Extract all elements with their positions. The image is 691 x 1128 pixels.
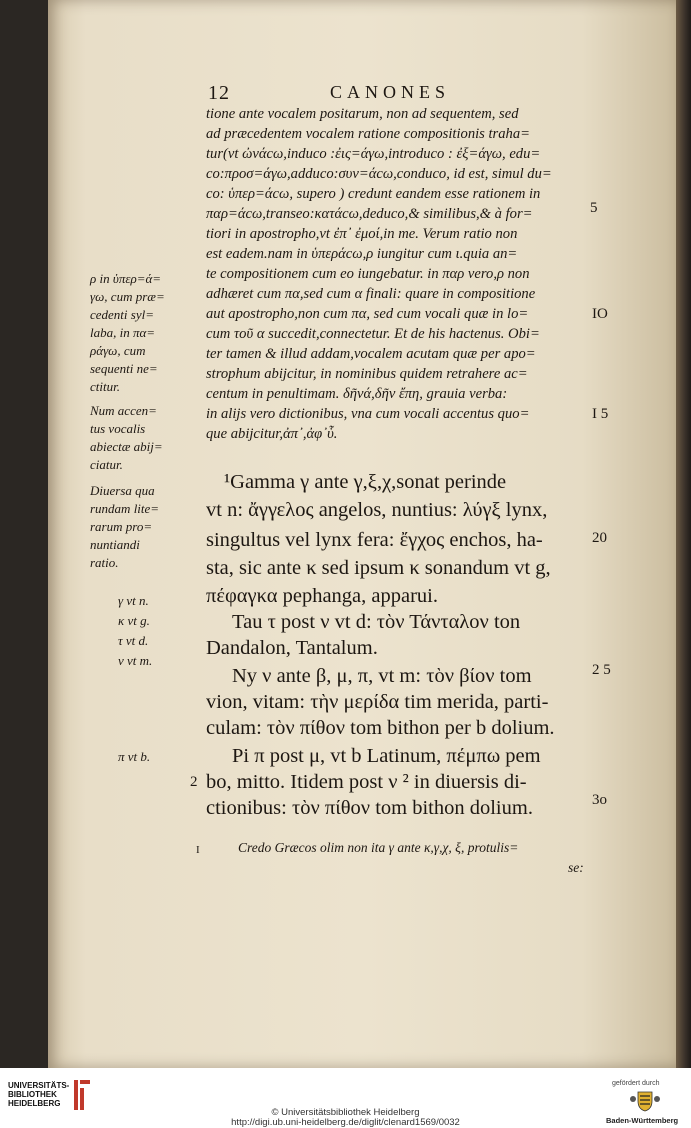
library-name: UNIVERSITÄTS- BIBLIOTHEK HEIDELBERG — [8, 1081, 70, 1108]
text-line: cum τοῦ α succedit,connectetur. Et de his hactenus. Obi= — [206, 326, 540, 342]
margin-note: ράγω, cum — [90, 343, 146, 358]
footnote-marker: I — [196, 844, 200, 856]
text-line: est eadem.nam in ὑπεράcω,ρ iungitur cum ι.quia an= — [206, 246, 518, 262]
line-number: 20 — [592, 530, 607, 546]
margin-note: ρ in ὑπερ=ά= — [90, 271, 162, 286]
margin-note: ctitur. — [90, 379, 120, 394]
margin-note: rundam lite= — [90, 501, 160, 516]
text-line: ¹Gamma γ ante γ,ξ,χ,sonat perinde — [224, 471, 507, 493]
text-line: adhæret cum πα,sed cum α finali: quare in compositione — [206, 286, 536, 302]
margin-note: π vt b. — [118, 749, 151, 764]
margin-note: cedenti syl= — [90, 307, 154, 322]
text-line: Dandalon, Tantalum. — [206, 637, 378, 659]
library-logo-icon — [70, 1078, 92, 1112]
copyright-text: © Universitätsbibliothek Heidelberg — [271, 1107, 420, 1118]
text-line: vt n: ἄγγελος angelos, nuntius: λύγξ lynx, — [206, 499, 548, 521]
margin-note: τ vt d. — [118, 633, 149, 648]
source-url[interactable]: http://digi.ub.uni-heidelberg.de/diglit/clenard1569/0032 — [231, 1117, 460, 1128]
footnote-reference: 2 — [190, 774, 198, 790]
text-line: strophum abijcitur, in nominibus quidem retrahere ac= — [206, 366, 528, 382]
text-line: tur(vt ὠνάcω,induco :ἐις=άγω,introduco : ἐξ=άγω, edu= — [206, 146, 541, 162]
coat-of-arms-icon — [628, 1090, 662, 1112]
text-line: bo, mitto. Itidem post ν ² in diuersis di- — [206, 771, 527, 793]
line-number: 3o — [592, 792, 607, 808]
text-line: culam: τὸν πίθον tom bithon per b dolium. — [206, 717, 555, 739]
text-line: Tau τ post ν vt d: τὸν Τάνταλον ton — [232, 611, 521, 633]
text-line: sta, sic ante κ sed ipsum κ sonandum vt g, — [206, 557, 551, 579]
text-line: co:προσ=άγω,adduco:συν=άcω,conduco, id est, simul du= — [206, 166, 552, 182]
text-line: centum in penultimam. δῆνά,δῆν ἔπη, grauia verba: — [206, 386, 508, 402]
line-number: IO — [592, 306, 608, 322]
book-gutter — [676, 0, 691, 1068]
margin-note: sequenti ne= — [90, 361, 158, 376]
funder-name: Baden-Württemberg — [606, 1116, 679, 1125]
text-line: ad præcedentem vocalem ratione compositionis traha= — [206, 126, 530, 142]
text-line: aut apostropho,non cum πα, sed cum vocali quæ in lo= — [206, 306, 529, 322]
text-line: que abijcitur,ἀπ᾽,ἀφ᾽ὗ. — [206, 426, 338, 442]
margin-note: ciatur. — [90, 457, 123, 472]
text-line: Ny ν ante β, μ, π, vt m: τὸν βίον tom — [232, 665, 532, 687]
text-line: co: ὑπερ=άcω, supero ) credunt eandem esse rationem in — [206, 186, 541, 202]
margin-note: abiectæ abij= — [90, 439, 163, 454]
line-number: 2 5 — [592, 662, 611, 678]
text-line: ter tamen & illud addam,vocalem acutam quæ per apo= — [206, 346, 536, 362]
margin-note: κ vt g. — [118, 613, 150, 628]
margin-note: laba, in πα= — [90, 325, 156, 340]
text-line: tiori in apostropho,vt ἐπ᾽ ἐμοί,in me. Verum ratio non — [206, 226, 518, 242]
line-number: I 5 — [592, 406, 609, 422]
text-line: singultus vel lynx fera: ἔγχος enchos, ha- — [206, 529, 543, 551]
margin-note: Num accen= — [90, 403, 157, 418]
margin-note: tus vocalis — [90, 421, 146, 436]
margin-note: γω, cum præ= — [90, 289, 165, 304]
margin-note: ν vt m. — [118, 653, 153, 668]
running-title: CANONES — [330, 82, 451, 102]
copyright-block — [0, 1108, 691, 1128]
footnote-continuation: se: — [568, 860, 584, 875]
line-number: 5 — [590, 200, 598, 216]
text-line: παρ=άcω,transeo:κατάcω,deduco,& similibus,& à for= — [206, 206, 533, 222]
margin-note: γ vt n. — [118, 593, 149, 608]
text-line: Pi π post μ, vt b Latinum, πέμπω pem — [232, 745, 541, 767]
text-line: tione ante vocalem positarum, non ad sequentem, sed — [206, 106, 519, 122]
margin-note: ratio. — [90, 555, 119, 570]
funded-by-label: gefördert durch — [612, 1080, 660, 1087]
margin-note: nuntiandi — [90, 537, 140, 552]
text-line: πέφαγκα pephanga, apparui. — [206, 585, 438, 607]
text-line: ctionibus: τὸν πίθον tom bithon dolium. — [206, 797, 533, 819]
margin-note: rarum pro= — [90, 519, 153, 534]
margin-note: Diuersa qua — [90, 483, 155, 498]
footnote-text: Credo Græcos olim non ita γ ante κ,γ,χ, ξ, protulis= — [238, 840, 519, 855]
text-line: in alijs vero dictionibus, vna cum vocali accentus quo= — [206, 406, 530, 422]
text-line: te compositionem cum eo iungebatur. in παρ vero,ρ non — [206, 266, 530, 282]
page-number: 12 — [208, 82, 230, 104]
text-line: vion, vitam: τὴν μερίδα tim merida, parti- — [206, 691, 549, 713]
